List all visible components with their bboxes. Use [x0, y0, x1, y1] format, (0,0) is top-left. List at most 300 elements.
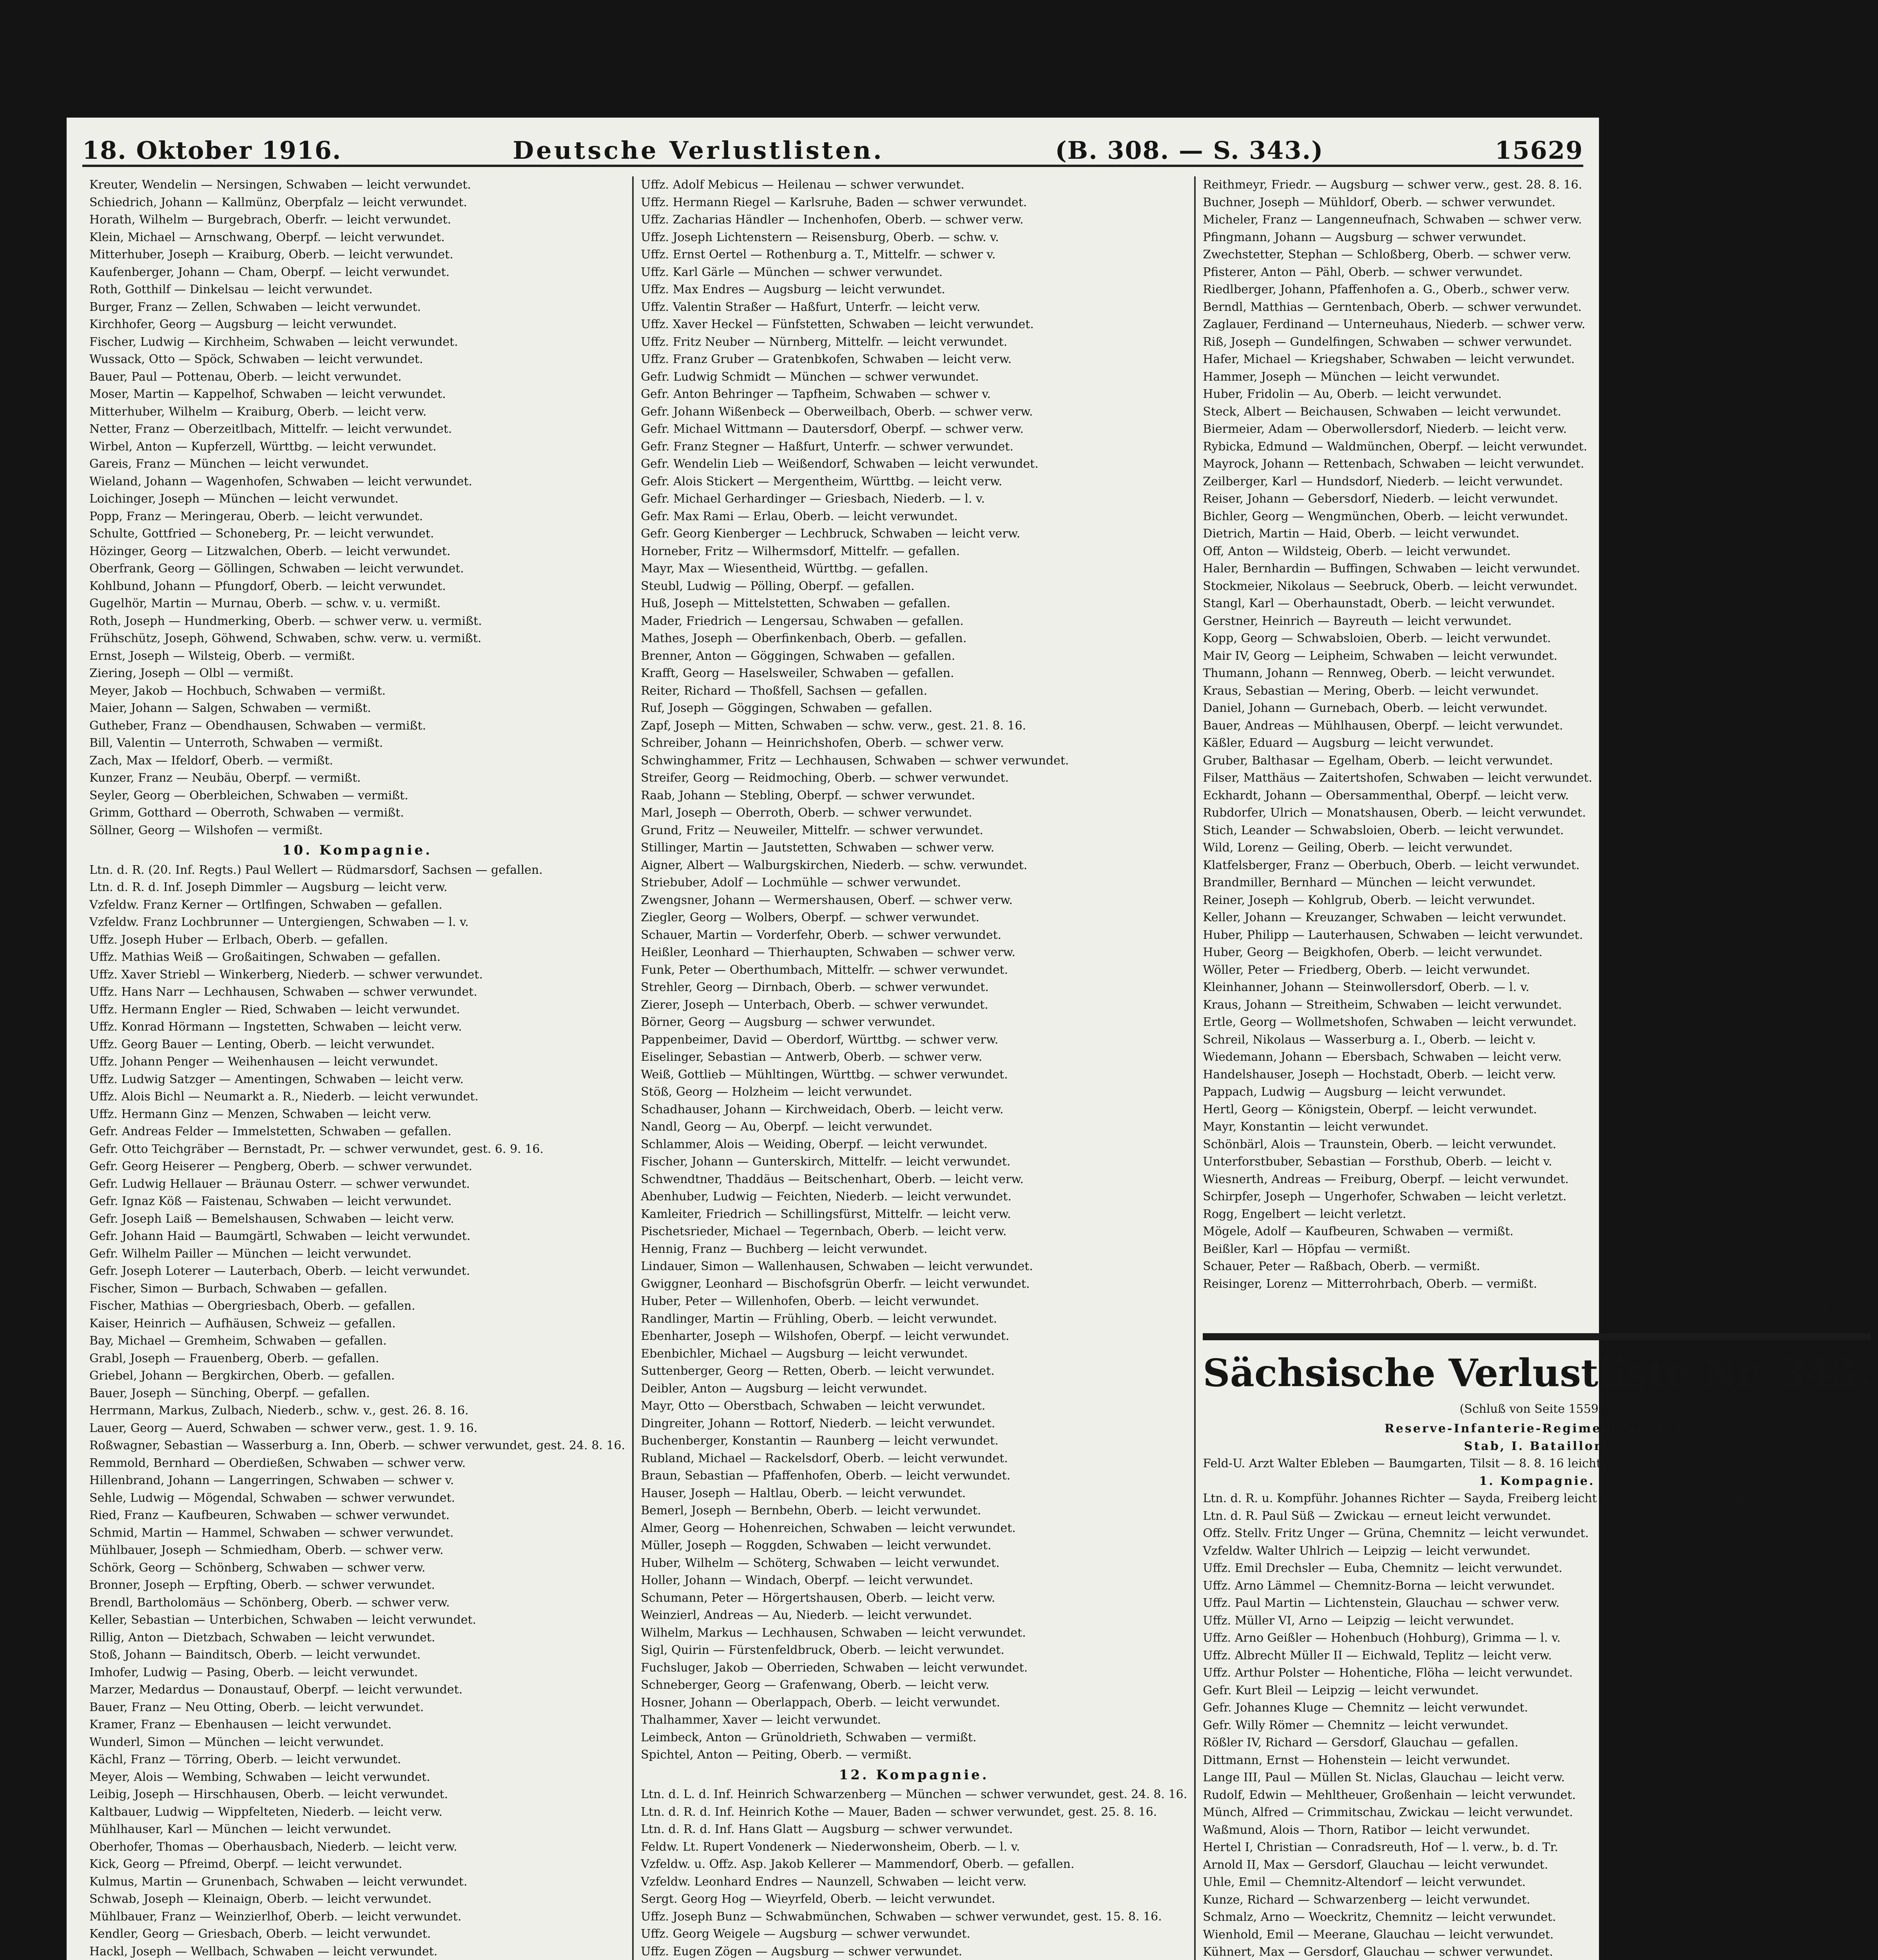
- list-item: Zaglauer, Ferdinand — Unterneuhaus, Niederb. — schwer verw.: [1203, 318, 1586, 331]
- list-item: Vzfeldw. Walter Uhlrich — Leipzig — leicht verwundet.: [1203, 1544, 1531, 1558]
- list-item: Zapf, Joseph — Mitten, Schwaben — schw. verw., gest. 21. 8. 16.: [641, 719, 1026, 733]
- header-issue: (B. 308. — S. 343.): [1055, 136, 1324, 165]
- list-item: Mayrock, Johann — Rettenbach, Schwaben — leicht verwundet.: [1203, 457, 1584, 471]
- list-item: Grabl, Joseph — Frauenberg, Oberb. — gefallen.: [89, 1351, 379, 1365]
- list-item: Fischer, Johann — Gunterskirch, Mittelfr. — leicht verwundet.: [641, 1155, 1011, 1169]
- list-item: Keller, Johann — Kreuzanger, Schwaben — leicht verwundet.: [1203, 911, 1566, 924]
- list-item: Schulte, Gottfried — Schoneberg, Pr. — leicht verwundet.: [89, 527, 434, 541]
- list-item: Börner, Georg — Augsburg — schwer verwundet.: [641, 1015, 935, 1029]
- list-item: Gefr. Johann Wißenbeck — Oberweilbach, Oberb. — schwer verw.: [641, 405, 1033, 419]
- list-item: Rogg, Engelbert — leicht verletzt.: [1203, 1207, 1407, 1221]
- company-heading: 10. Kompagnie.: [282, 842, 433, 858]
- list-item: Uffz. Joseph Bunz — Schwabmünchen, Schwaben — schwer verwundet, gest. 15. 8. 16.: [641, 1909, 1162, 1924]
- list-item: Gefr. Johannes Kluge — Chemnitz — leicht verwundet.: [1203, 1701, 1528, 1715]
- column-3: [1194, 176, 1878, 1960]
- list-item: Gwiggner, Leonhard — Bischofsgrün Oberfr. — leicht verwundet.: [641, 1277, 1030, 1291]
- list-item: Huber, Philipp — Lauterhausen, Schwaben — leicht verwundet.: [1203, 928, 1583, 942]
- list-item: Wienhold, Emil — Meerane, Glauchau — leicht verwundet.: [1203, 1927, 1554, 1942]
- header-title: Deutsche Verlustlisten.: [513, 136, 884, 165]
- list-item: Keller, Sebastian — Unterbichen, Schwaben — leicht verwundet.: [89, 1613, 477, 1627]
- list-item: Fischer, Ludwig — Kirchheim, Schwaben — leicht verwundet.: [89, 335, 458, 349]
- list-item: Uffz. Albrecht Müller II — Eichwald, Teplitz — leicht verw.: [1203, 1648, 1552, 1662]
- list-item: Dittmann, Ernst — Hohenstein — leicht verwundet.: [1203, 1753, 1510, 1767]
- list-item: Hertl, Georg — Königstein, Oberpf. — leicht verwundet.: [1203, 1102, 1537, 1116]
- list-item: Ried, Franz — Kaufbeuren, Schwaben — schwer verwundet.: [89, 1508, 450, 1522]
- list-item: Buchner, Joseph — Mühldorf, Oberb. — schwer verwundet.: [1203, 195, 1555, 209]
- list-item: Gefr. Willy Römer — Chemnitz — leicht verwundet.: [1203, 1718, 1508, 1732]
- list-item: Weiß, Gottlieb — Mühltingen, Württbg. — schwer verwundet.: [641, 1067, 1008, 1082]
- list-item: Mitterhuber, Joseph — Kraiburg, Oberb. — leicht verwundet.: [89, 248, 453, 261]
- list-item: Gefr. Andreas Felder — Immelstetten, Schwaben — gefallen.: [89, 1125, 451, 1138]
- list-item: Gefr. Georg Heiserer — Pengberg, Oberb. — schwer verwundet.: [89, 1160, 473, 1173]
- columns: [82, 176, 1871, 1960]
- list-item: Aigner, Albert — Walburgskirchen, Niederb. — schw. verwundet.: [641, 858, 1028, 872]
- list-item: Gefr. Michael Gerhardinger — Griesbach, Niederb. — l. v.: [641, 492, 985, 506]
- list-item: Wild, Lorenz — Geiling, Oberb. — leicht verwundet.: [1203, 841, 1513, 855]
- staff-heading: Stab, I. Bataillon.: [1464, 1439, 1610, 1453]
- list-item: Kunze, Richard — Schwarzenberg — leicht verwundet.: [1203, 1893, 1530, 1907]
- list-item: Abenhuber, Ludwig — Feichten, Niederb. — leicht verwundet.: [641, 1190, 1012, 1203]
- list-item: Bichler, Georg — Wengmünchen, Oberb. — leicht verwundet.: [1203, 509, 1568, 523]
- list-item: Kraus, Sebastian — Mering, Oberb. — leicht verwundet.: [1203, 684, 1539, 698]
- list-item: Uffz. Max Endres — Augsburg — leicht verwundet.: [641, 283, 945, 296]
- list-item: Ziegler, Georg — Wolbers, Oberpf. — schwer verwundet.: [641, 911, 980, 924]
- list-item: Gefr. Otto Teichgräber — Bernstadt, Pr. — schwer verwundet, gest. 6. 9. 16.: [89, 1142, 544, 1156]
- list-item: Riß, Joseph — Gundelfingen, Schwaben — schwer verwundet.: [1203, 335, 1572, 349]
- list-item: Kaiser, Heinrich — Aufhäusen, Schweiz — gefallen.: [89, 1316, 396, 1330]
- list-item: Hafer, Michael — Kriegshaber, Schwaben — leicht verwundet.: [1203, 352, 1575, 366]
- list-item: Reiter, Richard — Thoßfell, Sachsen — gefallen.: [641, 684, 928, 698]
- newspaper-page: [67, 118, 1871, 1960]
- list-item: Uffz. Valentin Straßer — Haßfurt, Unterfr. — leicht verw.: [641, 300, 981, 314]
- list-item: Feldw. Lt. Rupert Vondenerk — Niederwonsheim, Oberb. — l. v.: [641, 1840, 1020, 1854]
- list-item: Mühlbauer, Joseph — Schmiedham, Oberb. — schwer verw.: [89, 1543, 444, 1557]
- list-item: Uffz. Joseph Lichtenstern — Reisensburg, Oberb. — schw. v.: [641, 230, 999, 244]
- list-item: Vzfeldw. u. Offz. Asp. Jakob Kellerer — Mammendorf, Oberb. — gefallen.: [641, 1857, 1075, 1871]
- list-item: Huß, Joseph — Mittelstetten, Schwaben — gefallen.: [641, 597, 951, 610]
- list-item: Ltn. d. R. Paul Süß — Zwickau — erneut leicht verwundet.: [1203, 1509, 1551, 1523]
- list-item: Ebenbichler, Michael — Augsburg — leicht verwundet.: [641, 1347, 968, 1361]
- list-item: Uffz. Adolf Mebicus — Heilenau — schwer verwundet.: [641, 178, 964, 192]
- list-item: Gefr. Georg Kienberger — Lechbruck, Schwaben — leicht verw.: [641, 527, 1021, 541]
- list-item: Wieland, Johann — Wagenhofen, Schwaben — leicht verwundet.: [89, 474, 472, 488]
- section-divider: [1203, 1333, 1871, 1340]
- list-item: Rybicka, Edmund — Waldmünchen, Oberpf. — leicht verwundet.: [1203, 439, 1588, 454]
- list-item: Gefr. Ludwig Hellauer — Bräunau Osterr. — schwer verwundet.: [89, 1177, 470, 1191]
- list-item: Uffz. Hermann Riegel — Karlsruhe, Baden — schwer verwundet.: [641, 195, 1027, 209]
- list-item: Pfisterer, Anton — Pähl, Oberb. — schwer verwundet.: [1203, 265, 1523, 279]
- list-item: Schwinghammer, Fritz — Lechhausen, Schwaben — schwer verwundet.: [641, 753, 1069, 768]
- list-item: Uffz. Johann Penger — Weihenhausen — leicht verwundet.: [89, 1055, 439, 1069]
- list-item: Ziering, Joseph — Olbl — vermißt.: [89, 666, 294, 680]
- list-item: Gefr. Franz Stegner — Haßfurt, Unterfr. — schwer verwundet.: [641, 439, 1014, 454]
- list-item: Stockmeier, Nikolaus — Seebruck, Oberb. — leicht verwundet.: [1203, 579, 1578, 593]
- list-item: Oberhofer, Thomas — Oberhausbach, Niederb. — leicht verw.: [89, 1840, 457, 1854]
- list-item: Mühlhauser, Karl — München — leicht verwundet.: [89, 1822, 392, 1836]
- list-item: Dietrich, Martin — Haid, Oberb. — leicht verwundet.: [1203, 527, 1520, 541]
- column-3-list: [1203, 176, 1871, 1293]
- list-item: Uffz. Arno Geißler — Hohenbuch (Hohburg), Grimma — l. v.: [1203, 1631, 1561, 1645]
- list-item: Kühnert, Max — Gersdorf, Glauchau — schwer verwundet.: [1203, 1945, 1553, 1959]
- list-item: Eiselinger, Sebastian — Antwerb, Oberb. — schwer verw.: [641, 1050, 983, 1064]
- list-item: Fischer, Mathias — Obergriesbach, Oberb. — gefallen.: [89, 1299, 415, 1313]
- list-item: Gefr. Kurt Bleil — Leipzig — leicht verwundet.: [1203, 1683, 1479, 1697]
- list-item: Gefr. Wendelin Lieb — Weißendorf, Schwaben — leicht verwundet.: [641, 457, 1039, 471]
- list-item: Micheler, Franz — Langenneufnach, Schwaben — schwer verw.: [1203, 213, 1582, 227]
- list-item: Hennig, Franz — Buchberg — leicht verwundet.: [641, 1242, 928, 1256]
- list-item: Kulmus, Martin — Grunenbach, Schwaben — leicht verwundet.: [89, 1875, 468, 1889]
- page-header: [82, 129, 1583, 167]
- list-item: Rubland, Michael — Rackelsdorf, Oberb. — leicht verwundet.: [641, 1451, 1008, 1465]
- list-item: Schadhauser, Johann — Kirchweidach, Oberb. — leicht verw.: [641, 1102, 1004, 1116]
- list-item: Mayr, Konstantin — leicht verwundet.: [1203, 1120, 1429, 1134]
- list-item: Frühschütz, Joseph, Göhwend, Schwaben, schw. verw. u. vermißt.: [89, 632, 482, 645]
- list-item: Kramer, Franz — Ebenhausen — leicht verwundet.: [89, 1718, 392, 1731]
- list-item: Strehler, Georg — Dirnbach, Oberb. — schwer verwundet.: [641, 980, 989, 994]
- list-item: Burger, Franz — Zellen, Schwaben — leicht verwundet.: [89, 300, 421, 314]
- list-item: Kaufenberger, Johann — Cham, Oberpf. — leicht verwundet.: [89, 265, 450, 279]
- list-item: Lindauer, Simon — Wallenhausen, Schwaben — leicht verwundet.: [641, 1259, 1033, 1273]
- list-item: Marl, Joseph — Oberroth, Oberb. — schwer verwundet.: [641, 806, 972, 820]
- list-item: Hackl, Joseph — Wellbach, Schwaben — leicht verwundet.: [89, 1944, 438, 1958]
- list-item: Schirpfer, Joseph — Ungerhofer, Schwaben — leicht verletzt.: [1203, 1190, 1567, 1203]
- list-item: Deibler, Anton — Augsburg — leicht verwundet.: [641, 1381, 927, 1396]
- list-item: Leimbeck, Anton — Grünoldrieth, Schwaben — vermißt.: [641, 1730, 977, 1744]
- list-item: Zwengsner, Johann — Wermershausen, Oberf. — schwer verw.: [641, 893, 1013, 907]
- list-item: Ernst, Joseph — Wilsteig, Oberb. — vermißt.: [89, 649, 355, 663]
- list-item: Uhle, Emil — Chemnitz-Altendorf — leicht verwundet.: [1203, 1875, 1526, 1889]
- list-item: Hözinger, Georg — Litzwalchen, Oberb. — leicht verwundet.: [89, 544, 451, 558]
- list-item: Uffz. Alois Bichl — Neumarkt a. R., Niederb. — leicht verwundet.: [89, 1090, 479, 1103]
- list-item: Streifer, Georg — Reidmoching, Oberb. — schwer verwundet.: [641, 771, 1009, 785]
- list-item: Ltn. d. R. u. Kompführ. Johannes Richter — Sayda, Freiberg leicht verwundet, bei der Truppe.: [1203, 1492, 1764, 1505]
- list-item: Uffz. Müller VI, Arno — Leipzig — leicht verwundet.: [1203, 1613, 1514, 1628]
- list-item: Roth, Joseph — Hundmerking, Oberb. — schwer verw. u. vermißt.: [89, 614, 482, 628]
- list-item: Schumann, Peter — Hörgertshausen, Oberb. — leicht verw.: [641, 1591, 995, 1605]
- list-item: Arnold II, Max — Gersdorf, Glauchau — leicht verwundet.: [1203, 1858, 1548, 1872]
- list-item: Leibig, Joseph — Hirschhausen, Oberb. — leicht verwundet.: [89, 1788, 448, 1801]
- list-item: Stangl, Karl — Oberhaunstadt, Oberb. — leicht verwundet.: [1203, 597, 1555, 610]
- list-item: Unterforstbuber, Sebastian — Forsthub, Oberb. — leicht v.: [1203, 1155, 1552, 1169]
- list-item: Gutheber, Franz — Obendhausen, Schwaben — vermißt.: [89, 719, 426, 733]
- list-item: Offz. Stellv. Fritz Unger — Grüna, Chemnitz — leicht verwundet.: [1203, 1526, 1589, 1540]
- list-item: Weinzierl, Andreas — Au, Niederb. — leicht verwundet.: [641, 1608, 972, 1622]
- list-item: Schwab, Joseph — Kleinaign, Oberb. — leicht verwundet.: [89, 1892, 432, 1906]
- list-item: Gugelhör, Martin — Murnau, Oberb. — schw. v. u. vermißt.: [89, 597, 441, 610]
- list-item: Steck, Albert — Beichausen, Schwaben — leicht verwundet.: [1203, 405, 1561, 419]
- list-item: Kick, Georg — Pfreimd, Oberpf. — leicht verwundet.: [89, 1857, 402, 1871]
- list-item: Ltn. d. R. (20. Inf. Regts.) Paul Wellert — Rüdmarsdorf, Sachsen — gefallen.: [89, 863, 543, 877]
- list-item: Reiser, Johann — Gebersdorf, Niederb. — leicht verwundet.: [1203, 492, 1558, 506]
- list-item: Grund, Fritz — Neuweiler, Mittelfr. — schwer verwundet.: [641, 823, 984, 837]
- list-item: Kächl, Franz — Törring, Oberb. — leicht verwundet.: [89, 1753, 401, 1766]
- list-item: Bauer, Joseph — Sünching, Oberpf. — gefallen.: [89, 1386, 370, 1400]
- list-item: Schmalz, Arno — Woeckritz, Chemnitz — leicht verwundet.: [1203, 1910, 1556, 1924]
- list-item: Schreil, Nikolaus — Wasserburg a. I., Oberb. — leicht v.: [1203, 1033, 1536, 1047]
- list-item: Bay, Michael — Gremheim, Schwaben — gefallen.: [89, 1334, 387, 1348]
- list-item: Lauer, Georg — Auerd, Schwaben — schwer verw., gest. 1. 9. 16.: [89, 1421, 478, 1435]
- list-item: Gruber, Balthasar — Egelham, Oberb. — leicht verwundet.: [1203, 753, 1553, 768]
- list-item: Uffz. Arthur Polster — Hohentiche, Flöha — leicht verwundet.: [1203, 1666, 1573, 1680]
- list-item: Kunzer, Franz — Neubäu, Oberpf. — vermißt.: [89, 771, 361, 785]
- list-item: Rillig, Anton — Dietzbach, Schwaben — leicht verwundet.: [89, 1630, 435, 1644]
- company-heading: 12. Kompagnie.: [839, 1767, 989, 1783]
- list-item: Krafft, Georg — Haselsweiler, Schwaben — gefallen.: [641, 666, 954, 680]
- list-item: Brenner, Anton — Göggingen, Schwaben — gefallen.: [641, 649, 955, 663]
- list-item: Herrmann, Markus, Zulbach, Niederb., schw. v., gest. 26. 8. 16.: [89, 1404, 469, 1417]
- list-item: Zwechstetter, Stephan — Schloßberg, Oberb. — schwer verw.: [1203, 248, 1572, 261]
- list-item: Randlinger, Martin — Frühling, Oberb. — leicht verwundet.: [641, 1312, 997, 1326]
- list-item: Uffz. Emil Drechsler — Euba, Chemnitz — leicht verwundet.: [1203, 1561, 1563, 1575]
- list-item: Daniel, Johann — Gurnebach, Oberb. — leicht verwundet.: [1203, 701, 1548, 715]
- list-item: Klein, Michael — Arnschwang, Oberpf. — leicht verwundet.: [89, 230, 445, 244]
- list-item: Hauser, Joseph — Haltlau, Oberb. — leicht verwundet.: [641, 1486, 966, 1500]
- list-item: Haler, Bernhardin — Buffingen, Schwaben — leicht verwundet.: [1203, 562, 1581, 575]
- list-item: Pischetsrieder, Michael — Tegernbach, Oberb. — leicht verw.: [641, 1225, 1007, 1238]
- list-item: Almer, Georg — Hohenreichen, Schwaben — leicht verwundet.: [641, 1521, 1016, 1535]
- list-item: Uffz. Joseph Huber — Erlbach, Oberb. — gefallen.: [89, 933, 388, 947]
- list-item: Mühlbauer, Franz — Weinzierlhof, Oberb. — leicht verwundet.: [89, 1909, 462, 1924]
- list-item: Holler, Johann — Windach, Oberpf. — leicht verwundet.: [641, 1573, 973, 1587]
- list-item: Gerstner, Heinrich — Bayreuth — leicht verwundet.: [1203, 614, 1512, 628]
- list-item: Uffz. Ludwig Satzger — Amentingen, Schwaben — leicht verw.: [89, 1072, 464, 1086]
- list-item: Ebenharter, Joseph — Wilshofen, Oberpf. — leicht verwundet.: [641, 1329, 1010, 1343]
- list-item: Grimm, Gotthard — Oberroth, Schwaben — vermißt.: [89, 806, 404, 820]
- saxon-list-title: Sächsische Verlustliste Nr. 343.: [1203, 1350, 1871, 1395]
- list-item: Reisinger, Lorenz — Mitterrohrbach, Oberb. — vermißt.: [1203, 1277, 1537, 1291]
- list-item: Kopp, Georg — Schwabsloien, Oberb. — leicht verwundet.: [1203, 632, 1551, 645]
- list-item: Schwendtner, Thaddäus — Beitschenhart, Oberb. — leicht verw.: [641, 1172, 1024, 1186]
- column-2: [632, 176, 1194, 1960]
- regiment-heading: Reserve-Infanterie-Regiment Nr. 244.: [1384, 1422, 1689, 1436]
- page-number: 15629: [1495, 136, 1583, 165]
- list-item: Heißler, Leonhard — Thierhaupten, Schwaben — schwer verw.: [641, 946, 1016, 959]
- list-item: Huber, Peter — Willenhofen, Oberb. — leicht verwundet.: [641, 1294, 979, 1308]
- list-item: Handelshauser, Joseph — Hochstadt, Oberb. — leicht verw.: [1203, 1067, 1556, 1082]
- list-item: Sigl, Quirin — Fürstenfeldbruck, Oberb. — leicht verwundet.: [641, 1643, 1004, 1657]
- list-item: Klatfelsberger, Franz — Oberbuch, Oberb. — leicht verwundet.: [1203, 858, 1580, 872]
- list-item: Bill, Valentin — Unterroth, Schwaben — vermißt.: [89, 736, 383, 750]
- list-item: Söllner, Georg — Wilshofen — vermißt.: [89, 823, 323, 837]
- list-item: Bemerl, Joseph — Bernbehn, Oberb. — leicht verwundet.: [641, 1504, 981, 1517]
- list-item: Ltn. d. L. d. Inf. Heinrich Schwarzenberg — München — schwer verwundet, gest. 24. 8. 16.: [641, 1788, 1187, 1801]
- list-item: Ltn. d. R. d. Inf. Joseph Dimmler — Augsburg — leicht verw.: [89, 880, 448, 894]
- list-item: Mitterhuber, Wilhelm — Kraiburg, Oberb. — leicht verw.: [89, 405, 427, 419]
- list-item: Roßwagner, Sebastian — Wasserburg a. Inn, Oberb. — schwer verwundet, gest. 24. 8. 16.: [89, 1439, 625, 1452]
- list-item: Loichinger, Joseph — München — leicht verwundet.: [89, 492, 399, 506]
- list-item: Spichtel, Anton — Peiting, Oberb. — vermißt.: [641, 1748, 912, 1762]
- list-item: Suttenberger, Georg — Retten, Oberb. — leicht verwundet.: [641, 1364, 995, 1378]
- list-item: Horneber, Fritz — Wilhermsdorf, Mittelfr. — gefallen.: [641, 544, 960, 558]
- list-item: Meyer, Jakob — Hochbuch, Schwaben — vermißt.: [89, 684, 386, 698]
- list-item: Stich, Leander — Schwabsloien, Oberb. — leicht verwundet.: [1203, 823, 1564, 837]
- list-item: Oberfrank, Georg — Göllingen, Schwaben — leicht verwundet.: [89, 562, 464, 575]
- list-item: Uffz. Xaver Striebl — Winkerberg, Niederb. — schwer verwundet.: [89, 967, 483, 982]
- column-1: [82, 176, 632, 1960]
- list-item: Kendler, Georg — Griesbach, Oberb. — leicht verwundet.: [89, 1927, 431, 1941]
- list-item: Rudolf, Edwin — Mehltheuer, Großenhain — leicht verwundet.: [1203, 1788, 1576, 1802]
- list-item: Hosner, Johann — Oberlappach, Oberb. — leicht verwundet.: [641, 1695, 1001, 1710]
- list-item: Lange III, Paul — Müllen St. Niclas, Glauchau — leicht verw.: [1203, 1771, 1565, 1784]
- list-item: Maier, Johann — Salgen, Schwaben — vermißt.: [89, 701, 371, 715]
- list-item: Schönbärl, Alois — Traunstein, Oberb. — leicht verwundet.: [1203, 1137, 1557, 1151]
- list-item: Uffz. Zacharias Händler — Inchenhofen, Oberb. — schwer verw.: [641, 213, 1024, 227]
- list-item: Gefr. Joseph Loterer — Lauterbach, Oberb. — leicht verwundet.: [89, 1264, 470, 1278]
- list-item: Pfingmann, Johann — Augsburg — schwer verwundet.: [1203, 230, 1526, 244]
- list-item: Uffz. Hans Narr — Lechhausen, Schwaben — schwer verwundet.: [89, 985, 477, 999]
- list-item: Schmid, Martin — Hammel, Schwaben — schwer verwundet.: [89, 1526, 454, 1540]
- list-item: Hertel I, Christian — Conradsreuth, Hof — l. verw., b. d. Tr.: [1203, 1840, 1558, 1854]
- list-item: Brendl, Bartholomäus — Schönberg, Oberb. — schwer verw.: [89, 1595, 450, 1610]
- list-item: Münch, Alfred — Crimmitschau, Zwickau — leicht verwundet.: [1203, 1806, 1573, 1819]
- list-item: Schauer, Peter — Raßbach, Oberb. — vermißt.: [1203, 1259, 1480, 1273]
- list-item: Rößler IV, Richard — Gersdorf, Glauchau — gefallen.: [1203, 1736, 1519, 1749]
- list-item: Sehle, Ludwig — Mögendal, Schwaben — schwer verwundet.: [89, 1491, 455, 1505]
- list-item: Wiedemann, Johann — Ebersbach, Schwaben — leicht verw.: [1203, 1050, 1562, 1064]
- list-item: Brandmiller, Bernhard — München — leicht verwundet.: [1203, 876, 1536, 889]
- list-item: Steubl, Ludwig — Pölling, Oberpf. — gefallen.: [641, 579, 915, 593]
- list-item: Huber, Fridolin — Au, Oberb. — leicht verwundet.: [1203, 387, 1502, 401]
- list-item: Beißler, Karl — Höpfau — vermißt.: [1203, 1242, 1410, 1256]
- list-item: Filser, Matthäus — Zaitertshofen, Schwaben — leicht verwundet.: [1203, 771, 1592, 785]
- list-item: Waßmund, Alois — Thorn, Ratibor — leicht verwundet.: [1203, 1823, 1530, 1837]
- list-item: Schlammer, Alois — Weiding, Oberpf. — leicht verwundet.: [641, 1137, 988, 1151]
- list-item: Mögele, Adolf — Kaufbeuren, Schwaben — vermißt.: [1203, 1225, 1514, 1238]
- list-item: Striebuber, Adolf — Lochmühle — schwer verwundet.: [641, 876, 961, 889]
- list-item: Gefr. Michael Wittmann — Dautersdorf, Oberpf. — schwer verw.: [641, 422, 1024, 436]
- list-item: Zierer, Joseph — Unterbach, Oberb. — schwer verwundet.: [641, 998, 988, 1012]
- list-item: Mader, Friedrich — Lengersau, Schwaben — gefallen.: [641, 614, 964, 628]
- list-item: Thalhammer, Xaver — leicht verwundet.: [641, 1713, 881, 1727]
- list-item: Bauer, Franz — Neu Otting, Oberb. — leicht verwundet.: [89, 1700, 424, 1714]
- list-item: Seyler, Georg — Oberbleichen, Schwaben — vermißt.: [89, 788, 408, 802]
- list-item: Bronner, Joseph — Erpfting, Oberb. — schwer verwundet.: [89, 1578, 435, 1592]
- list-item: Rubdorfer, Ulrich — Monatshausen, Oberb. — leicht verwundet.: [1203, 806, 1586, 820]
- list-item: Ltn. d. R. d. Inf. Hans Glatt — Augsburg — schwer verwundet.: [641, 1822, 1013, 1836]
- list-item: Pappach, Ludwig — Augsburg — leicht verwundet.: [1203, 1085, 1506, 1099]
- list-item: Roth, Gotthilf — Dinkelsau — leicht verwundet.: [89, 283, 373, 296]
- list-item: Buchenberger, Konstantin — Raunberg — leicht verwundet.: [641, 1434, 999, 1448]
- list-item: Eckhardt, Johann — Obersammenthal, Oberpf. — leicht verw.: [1203, 788, 1569, 802]
- list-item: Ltn. d. R. d. Inf. Heinrich Kothe — Mauer, Baden — schwer verwundet, gest. 25. 8. 16.: [641, 1805, 1157, 1819]
- list-item: Uffz. Georg Bauer — Lenting, Oberb. — leicht verwundet.: [89, 1037, 435, 1051]
- list-item: Kirchhofer, Georg — Augsburg — leicht verwundet.: [89, 318, 397, 331]
- list-item: Vzfeldw. Franz Kerner — Ortlfingen, Schwaben — gefallen.: [89, 898, 442, 912]
- list-item: Zeilberger, Karl — Hundsdorf, Niederb. — leicht verwundet.: [1203, 474, 1563, 488]
- list-item: Huber, Wilhelm — Schöterg, Schwaben — leicht verwundet.: [641, 1556, 1000, 1570]
- list-item: Huber, Georg — Beigkhofen, Oberb. — leicht verwundet.: [1203, 946, 1543, 959]
- header-date: 18. Oktober 1916.: [82, 136, 342, 165]
- list-item: Gefr. Wilhelm Pailler — München — leicht verwundet.: [89, 1247, 411, 1261]
- list-item: Schauer, Martin — Vorderfehr, Oberb. — schwer verwundet.: [641, 928, 1002, 942]
- list-item: Berndl, Matthias — Gerntenbach, Oberb. — schwer verwundet.: [1203, 300, 1582, 314]
- list-item: Gefr. Alois Stickert — Mergentheim, Württbg. — leicht verw.: [641, 474, 1002, 488]
- list-item: Wöller, Peter — Friedberg, Oberb. — leicht verwundet.: [1203, 963, 1530, 977]
- list-item: Fischer, Simon — Burbach, Schwaben — gefallen.: [89, 1281, 388, 1296]
- list-item: Kamleiter, Friedrich — Schillingsfürst, Mittelfr. — leicht verw.: [641, 1207, 1011, 1221]
- list-item: Gefr. Anton Behringer — Tapfheim, Schwaben — schwer v.: [641, 387, 991, 401]
- list-item: Wiesnerth, Andreas — Freiburg, Oberpf. — leicht verwundet.: [1203, 1172, 1569, 1186]
- list-item: Vzfeldw. Leonhard Endres — Naunzell, Schwaben — leicht verw.: [641, 1875, 1027, 1889]
- list-item: Stöß, Georg — Holzheim — leicht verwundet.: [641, 1085, 912, 1099]
- list-item: Popp, Franz — Meringerau, Oberb. — leicht verwundet.: [89, 509, 423, 523]
- list-item: Uffz. Xaver Heckel — Fünfstetten, Schwaben — leicht verwundet.: [641, 318, 1034, 331]
- list-item: Nandl, Georg — Au, Oberpf. — leicht verwundet.: [641, 1120, 933, 1134]
- company-heading: 1. Kompagnie.: [1479, 1474, 1595, 1488]
- list-item: Fuchsluger, Jakob — Oberrieden, Schwaben — leicht verwundet.: [641, 1661, 1028, 1675]
- saxon-list-subtitle: (Schluß von Seite 15597.): [1459, 1402, 1615, 1416]
- list-item: Ertle, Georg — Wollmetshofen, Schwaben — leicht verwundet.: [1203, 1015, 1577, 1029]
- list-item: Wunderl, Simon — München — leicht verwundet.: [89, 1735, 384, 1749]
- list-item: Biermeier, Adam — Oberwollersdorf, Niederb. — leicht verw.: [1203, 422, 1567, 436]
- list-item: Schiedrich, Johann — Kallmünz, Oberpfalz — leicht verwundet.: [89, 195, 467, 209]
- list-item: Netter, Franz — Oberzeitlbach, Mittelfr. — leicht verwundet.: [89, 422, 452, 436]
- list-item: Uffz. Fritz Neuber — Nürnberg, Mittelfr. — leicht verwundet.: [641, 335, 1008, 349]
- list-item: Uffz. Hermann Ginz — Menzen, Schwaben — leicht verw.: [89, 1107, 431, 1121]
- list-item: Hillenbrand, Johann — Langerringen, Schwaben — schwer v.: [89, 1474, 454, 1487]
- list-item: Wussack, Otto — Spöck, Schwaben — leicht verwundet.: [89, 352, 423, 366]
- list-item: Uffz. Paul Martin — Lichtenstein, Glauchau — schwer verw.: [1203, 1596, 1560, 1610]
- list-item: Wirbel, Anton — Kupferzell, Württbg. — leicht verwundet.: [89, 439, 437, 454]
- list-item: Schreiber, Johann — Heinrichshofen, Oberb. — schwer verw.: [641, 736, 1004, 750]
- list-item: Uffz. Eugen Zögen — Augsburg — schwer verwundet.: [641, 1944, 963, 1958]
- list-item: Bauer, Paul — Pottenau, Oberb. — leicht verwundet.: [89, 370, 402, 384]
- list-item: Schneberger, Georg — Grafenwang, Oberb. — leicht verw.: [641, 1678, 990, 1692]
- list-item: Ruf, Joseph — Göggingen, Schwaben — gefallen.: [641, 701, 932, 715]
- list-item: Marzer, Medardus — Donaustauf, Oberpf. — leicht verwundet.: [89, 1683, 463, 1697]
- list-item: Meyer, Alois — Wembing, Schwaben — leicht verwundet.: [89, 1770, 430, 1784]
- list-item: Vzfeldw. Franz Lochbrunner — Untergiengen, Schwaben — l. v.: [89, 915, 469, 929]
- list-item: Käßler, Eduard — Augsburg — leicht verwundet.: [1203, 736, 1494, 750]
- list-item: Remmold, Bernhard — Oberdießen, Schwaben — schwer verw.: [89, 1456, 466, 1470]
- list-item: Off, Anton — Wildsteig, Oberb. — leicht verwundet.: [1203, 544, 1511, 558]
- list-item: Pappenbeimer, David — Oberdorf, Württbg. — schwer verw.: [641, 1033, 999, 1047]
- list-item: Uffz. Konrad Hörmann — Ingstetten, Schwaben — leicht verw.: [89, 1020, 462, 1034]
- list-item: Kohlbund, Johann — Pfungdorf, Oberb. — leicht verwundet.: [89, 579, 446, 593]
- list-item: Gefr. Joseph Laiß — Bemelshausen, Schwaben — leicht verw.: [89, 1212, 454, 1226]
- list-item: Zach, Max — Ifeldorf, Oberb. — vermißt.: [89, 753, 333, 768]
- list-item: Reithmeyr, Friedr. — Augsburg — schwer verw., gest. 28. 8. 16.: [1203, 178, 1583, 192]
- list-item: Kraus, Johann — Streitheim, Schwaben — leicht verwundet.: [1203, 998, 1562, 1012]
- saxon-list: [1203, 1455, 1871, 1960]
- list-item: Gareis, Franz — München — leicht verwundet.: [89, 457, 369, 471]
- list-item: Uffz. Arno Lämmel — Chemnitz-Borna — leicht verwundet.: [1203, 1579, 1555, 1593]
- list-item: Horath, Wilhelm — Burgebrach, Oberfr. — leicht verwundet.: [89, 213, 451, 227]
- list-item: Raab, Johann — Stebling, Oberpf. — schwer verwundet.: [641, 788, 975, 802]
- list-item: Griebel, Johann — Bergkirchen, Oberb. — gefallen.: [89, 1369, 395, 1383]
- list-item: Gefr. Ludwig Schmidt — München — schwer verwundet.: [641, 370, 979, 384]
- list-item: Uffz. Georg Weigele — Augsburg — schwer verwundet.: [641, 1927, 971, 1941]
- list-item: Reiner, Joseph — Kohlgrub, Oberb. — leicht verwundet.: [1203, 893, 1535, 907]
- list-item: Mair IV, Georg — Leipheim, Schwaben — leicht verwundet.: [1203, 649, 1557, 663]
- list-item: Schörk, Georg — Schönberg, Schwaben — schwer verw.: [89, 1561, 426, 1575]
- list-item: Uffz. Hermann Engler — Ried, Schwaben — leicht verwundet.: [89, 1002, 460, 1016]
- list-item: Kreuter, Wendelin — Nersingen, Schwaben — leicht verwundet.: [89, 178, 471, 192]
- list-item: Sergt. Georg Hog — Wieyrfeld, Oberb. — leicht verwundet.: [641, 1892, 995, 1906]
- list-item: Gefr. Johann Haid — Baumgärtl, Schwaben — leicht verwundet.: [89, 1229, 471, 1243]
- list-item: Uffz. Mathias Weiß — Großaitingen, Schwaben — gefallen.: [89, 950, 441, 964]
- list-item: Riedlberger, Johann, Pfaffenhofen a. G., Oberb., schwer verw.: [1203, 283, 1570, 296]
- list-item: Uffz. Franz Gruber — Gratenbkofen, Schwaben — leicht verw.: [641, 352, 1012, 366]
- list-item: Dingreiter, Johann — Rottorf, Niederb. — leicht verwundet.: [641, 1416, 995, 1430]
- list-item: Stoß, Johann — Bainditsch, Oberb. — leicht verwundet.: [89, 1648, 421, 1662]
- list-item: Mayr, Max — Wiesentheid, Württbg. — gefallen.: [641, 562, 928, 575]
- list-item: Moser, Martin — Kappelhof, Schwaben — leicht verwundet.: [89, 387, 446, 401]
- list-item: Funk, Peter — Oberthumbach, Mittelfr. — schwer verwundet.: [641, 963, 1008, 977]
- list-item: Gefr. Ignaz Köß — Faistenau, Schwaben — leicht verwundet.: [89, 1194, 452, 1208]
- list-item: Feld-U. Arzt Walter Ebleben — Baumgarten, Tilsit — 8. 8. 16 leicht verw., b. d. Truppe, seit 12. 9. 16 vermißt.: [1203, 1457, 1856, 1470]
- list-item: Stillinger, Martin — Jautstetten, Schwaben — schwer verw.: [641, 841, 995, 855]
